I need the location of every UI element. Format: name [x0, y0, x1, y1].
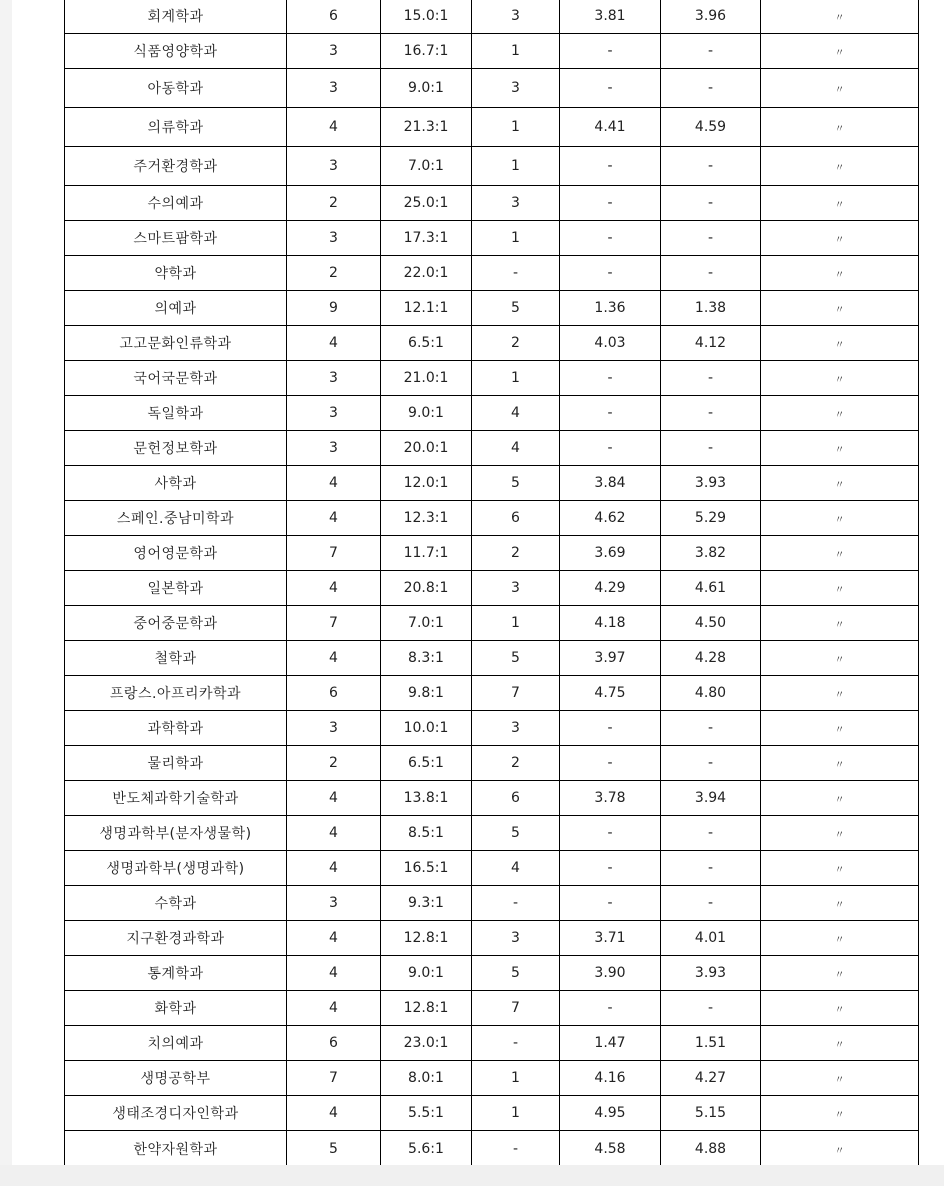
note-cell: 〃: [761, 0, 919, 34]
table-row: [65, 361, 919, 396]
table-row: [65, 108, 919, 147]
competition-ratio-cell: 8.5:1: [381, 816, 472, 851]
additional-pass-cell: 3: [472, 186, 560, 221]
grade-50-cut-cell: 3.69: [560, 536, 661, 571]
additional-pass-cell: 1: [472, 221, 560, 256]
department-cell: 수의예과: [65, 186, 287, 221]
quota-cell: 4: [287, 108, 381, 147]
grade-70-cut-cell: -: [661, 69, 761, 108]
quota-cell: 4: [287, 991, 381, 1026]
department-cell: 프랑스.아프리카학과: [65, 676, 287, 711]
department-cell: 독일학과: [65, 396, 287, 431]
grade-70-cut-cell: -: [661, 746, 761, 781]
competition-ratio-cell: 21.3:1: [381, 108, 472, 147]
table-row: [65, 886, 919, 921]
department-cell: 아동학과: [65, 69, 287, 108]
note-cell: 〃: [761, 326, 919, 361]
grade-50-cut-cell: 3.81: [560, 0, 661, 34]
grade-50-cut-cell: 1.36: [560, 291, 661, 326]
note-cell: 〃: [761, 1131, 919, 1168]
department-cell: 의예과: [65, 291, 287, 326]
grade-70-cut-cell: -: [661, 816, 761, 851]
note-cell: 〃: [761, 361, 919, 396]
competition-ratio-cell: 12.0:1: [381, 466, 472, 501]
additional-pass-cell: 1: [472, 606, 560, 641]
grade-50-cut-cell: 4.18: [560, 606, 661, 641]
additional-pass-cell: 4: [472, 396, 560, 431]
note-cell: 〃: [761, 641, 919, 676]
table-row: [65, 326, 919, 361]
competition-ratio-cell: 21.0:1: [381, 361, 472, 396]
department-cell: 사학과: [65, 466, 287, 501]
admission-results-table: [64, 0, 919, 1168]
competition-ratio-cell: 16.7:1: [381, 34, 472, 69]
quota-cell: 4: [287, 466, 381, 501]
table-row: [65, 147, 919, 186]
table-row: [65, 221, 919, 256]
table-row: [65, 991, 919, 1026]
table-row: [65, 746, 919, 781]
grade-50-cut-cell: 1.47: [560, 1026, 661, 1061]
department-cell: 약학과: [65, 256, 287, 291]
grade-50-cut-cell: -: [560, 396, 661, 431]
grade-50-cut-cell: 4.95: [560, 1096, 661, 1131]
additional-pass-cell: 3: [472, 0, 560, 34]
note-cell: 〃: [761, 221, 919, 256]
additional-pass-cell: 1: [472, 147, 560, 186]
grade-50-cut-cell: 4.16: [560, 1061, 661, 1096]
quota-cell: 4: [287, 816, 381, 851]
table-row: [65, 1131, 919, 1168]
quota-cell: 3: [287, 431, 381, 466]
note-cell: 〃: [761, 147, 919, 186]
quota-cell: 6: [287, 676, 381, 711]
grade-70-cut-cell: -: [661, 991, 761, 1026]
grade-70-cut-cell: 5.15: [661, 1096, 761, 1131]
quota-cell: 2: [287, 746, 381, 781]
quota-cell: 4: [287, 1096, 381, 1131]
grade-50-cut-cell: -: [560, 711, 661, 746]
table-row: [65, 291, 919, 326]
table-row: [65, 921, 919, 956]
grade-70-cut-cell: 1.51: [661, 1026, 761, 1061]
note-cell: 〃: [761, 501, 919, 536]
grade-70-cut-cell: 4.59: [661, 108, 761, 147]
competition-ratio-cell: 12.3:1: [381, 501, 472, 536]
department-cell: 영어영문학과: [65, 536, 287, 571]
department-cell: 철학과: [65, 641, 287, 676]
competition-ratio-cell: 6.5:1: [381, 326, 472, 361]
grade-70-cut-cell: 4.01: [661, 921, 761, 956]
department-cell: 물리학과: [65, 746, 287, 781]
table-row: [65, 466, 919, 501]
department-cell: 문헌정보학과: [65, 431, 287, 466]
table-row: [65, 186, 919, 221]
additional-pass-cell: 5: [472, 291, 560, 326]
quota-cell: 7: [287, 536, 381, 571]
department-cell: 화학과: [65, 991, 287, 1026]
quota-cell: 3: [287, 34, 381, 69]
additional-pass-cell: 4: [472, 851, 560, 886]
competition-ratio-cell: 9.3:1: [381, 886, 472, 921]
grade-70-cut-cell: 3.96: [661, 0, 761, 34]
quota-cell: 4: [287, 501, 381, 536]
note-cell: 〃: [761, 1061, 919, 1096]
quota-cell: 3: [287, 886, 381, 921]
quota-cell: 2: [287, 256, 381, 291]
grade-70-cut-cell: 4.61: [661, 571, 761, 606]
quota-cell: 2: [287, 186, 381, 221]
table-row: [65, 851, 919, 886]
grade-50-cut-cell: -: [560, 147, 661, 186]
grade-50-cut-cell: 4.75: [560, 676, 661, 711]
grade-70-cut-cell: -: [661, 396, 761, 431]
table-row: [65, 256, 919, 291]
note-cell: 〃: [761, 536, 919, 571]
note-cell: 〃: [761, 396, 919, 431]
note-cell: 〃: [761, 991, 919, 1026]
additional-pass-cell: -: [472, 886, 560, 921]
quota-cell: 4: [287, 641, 381, 676]
grade-70-cut-cell: 5.29: [661, 501, 761, 536]
table-row: [65, 676, 919, 711]
competition-ratio-cell: 25.0:1: [381, 186, 472, 221]
note-cell: 〃: [761, 108, 919, 147]
department-cell: 스페인.중남미학과: [65, 501, 287, 536]
table-body: [65, 0, 919, 1168]
page-bottom-gap: [0, 1165, 944, 1186]
note-cell: 〃: [761, 1026, 919, 1061]
competition-ratio-cell: 6.5:1: [381, 746, 472, 781]
competition-ratio-cell: 15.0:1: [381, 0, 472, 34]
additional-pass-cell: 5: [472, 956, 560, 991]
note-cell: 〃: [761, 781, 919, 816]
quota-cell: 5: [287, 1131, 381, 1168]
additional-pass-cell: 1: [472, 108, 560, 147]
grade-50-cut-cell: -: [560, 186, 661, 221]
grade-70-cut-cell: 3.94: [661, 781, 761, 816]
grade-50-cut-cell: -: [560, 34, 661, 69]
additional-pass-cell: 3: [472, 711, 560, 746]
department-cell: 중어중문학과: [65, 606, 287, 641]
left-margin-strip: [0, 0, 12, 1186]
note-cell: 〃: [761, 746, 919, 781]
competition-ratio-cell: 8.3:1: [381, 641, 472, 676]
grade-70-cut-cell: 3.93: [661, 466, 761, 501]
grade-50-cut-cell: 4.62: [560, 501, 661, 536]
department-cell: 일본학과: [65, 571, 287, 606]
grade-50-cut-cell: 3.78: [560, 781, 661, 816]
additional-pass-cell: 7: [472, 676, 560, 711]
note-cell: 〃: [761, 466, 919, 501]
department-cell: 의류학과: [65, 108, 287, 147]
table-row: [65, 34, 919, 69]
quota-cell: 3: [287, 69, 381, 108]
quota-cell: 4: [287, 326, 381, 361]
grade-70-cut-cell: 4.50: [661, 606, 761, 641]
additional-pass-cell: 3: [472, 571, 560, 606]
grade-50-cut-cell: 4.58: [560, 1131, 661, 1168]
department-cell: 주거환경학과: [65, 147, 287, 186]
department-cell: 지구환경과학과: [65, 921, 287, 956]
note-cell: 〃: [761, 34, 919, 69]
additional-pass-cell: 5: [472, 641, 560, 676]
competition-ratio-cell: 20.0:1: [381, 431, 472, 466]
additional-pass-cell: -: [472, 1131, 560, 1168]
competition-ratio-cell: 20.8:1: [381, 571, 472, 606]
grade-50-cut-cell: -: [560, 431, 661, 466]
grade-70-cut-cell: -: [661, 221, 761, 256]
additional-pass-cell: 1: [472, 361, 560, 396]
grade-70-cut-cell: -: [661, 186, 761, 221]
department-cell: 통계학과: [65, 956, 287, 991]
grade-50-cut-cell: 4.03: [560, 326, 661, 361]
grade-50-cut-cell: -: [560, 851, 661, 886]
competition-ratio-cell: 23.0:1: [381, 1026, 472, 1061]
table-row: [65, 1061, 919, 1096]
competition-ratio-cell: 12.1:1: [381, 291, 472, 326]
note-cell: 〃: [761, 711, 919, 746]
competition-ratio-cell: 7.0:1: [381, 147, 472, 186]
department-cell: 과학학과: [65, 711, 287, 746]
grade-50-cut-cell: -: [560, 221, 661, 256]
quota-cell: 4: [287, 851, 381, 886]
additional-pass-cell: 7: [472, 991, 560, 1026]
competition-ratio-cell: 9.8:1: [381, 676, 472, 711]
additional-pass-cell: 3: [472, 69, 560, 108]
table-row: [65, 536, 919, 571]
quota-cell: 7: [287, 1061, 381, 1096]
table-row: [65, 396, 919, 431]
table-row: [65, 816, 919, 851]
note-cell: 〃: [761, 256, 919, 291]
department-cell: 치의예과: [65, 1026, 287, 1061]
grade-70-cut-cell: 4.80: [661, 676, 761, 711]
additional-pass-cell: 4: [472, 431, 560, 466]
note-cell: 〃: [761, 431, 919, 466]
additional-pass-cell: 2: [472, 746, 560, 781]
table-row: [65, 956, 919, 991]
grade-70-cut-cell: 4.28: [661, 641, 761, 676]
competition-ratio-cell: 9.0:1: [381, 956, 472, 991]
grade-50-cut-cell: -: [560, 69, 661, 108]
quota-cell: 7: [287, 606, 381, 641]
department-cell: 생명과학부(생명과학): [65, 851, 287, 886]
competition-ratio-cell: 5.5:1: [381, 1096, 472, 1131]
quota-cell: 6: [287, 0, 381, 34]
additional-pass-cell: 6: [472, 781, 560, 816]
department-cell: 생명과학부(분자생물학): [65, 816, 287, 851]
table-row: [65, 0, 919, 34]
grade-70-cut-cell: 3.93: [661, 956, 761, 991]
quota-cell: 4: [287, 956, 381, 991]
grade-50-cut-cell: 3.71: [560, 921, 661, 956]
additional-pass-cell: 2: [472, 326, 560, 361]
grade-50-cut-cell: 4.41: [560, 108, 661, 147]
additional-pass-cell: 2: [472, 536, 560, 571]
additional-pass-cell: -: [472, 256, 560, 291]
quota-cell: 3: [287, 147, 381, 186]
department-cell: 국어국문학과: [65, 361, 287, 396]
note-cell: 〃: [761, 816, 919, 851]
note-cell: 〃: [761, 676, 919, 711]
department-cell: 수학과: [65, 886, 287, 921]
quota-cell: 3: [287, 361, 381, 396]
additional-pass-cell: 1: [472, 34, 560, 69]
grade-70-cut-cell: -: [661, 256, 761, 291]
table-row: [65, 781, 919, 816]
competition-ratio-cell: 12.8:1: [381, 991, 472, 1026]
department-cell: 고고문화인류학과: [65, 326, 287, 361]
additional-pass-cell: 3: [472, 921, 560, 956]
table-row: [65, 711, 919, 746]
note-cell: 〃: [761, 571, 919, 606]
competition-ratio-cell: 13.8:1: [381, 781, 472, 816]
table-row: [65, 606, 919, 641]
grade-70-cut-cell: -: [661, 147, 761, 186]
table-row: [65, 1026, 919, 1061]
grade-70-cut-cell: -: [661, 361, 761, 396]
grade-50-cut-cell: -: [560, 816, 661, 851]
grade-70-cut-cell: -: [661, 851, 761, 886]
table-row: [65, 1096, 919, 1131]
note-cell: 〃: [761, 291, 919, 326]
department-cell: 회계학과: [65, 0, 287, 34]
note-cell: 〃: [761, 886, 919, 921]
grade-70-cut-cell: -: [661, 34, 761, 69]
grade-50-cut-cell: 4.29: [560, 571, 661, 606]
competition-ratio-cell: 7.0:1: [381, 606, 472, 641]
grade-50-cut-cell: 3.84: [560, 466, 661, 501]
competition-ratio-cell: 8.0:1: [381, 1061, 472, 1096]
competition-ratio-cell: 9.0:1: [381, 396, 472, 431]
competition-ratio-cell: 10.0:1: [381, 711, 472, 746]
table-row: [65, 571, 919, 606]
additional-pass-cell: 5: [472, 816, 560, 851]
note-cell: 〃: [761, 921, 919, 956]
additional-pass-cell: -: [472, 1026, 560, 1061]
department-cell: 반도체과학기술학과: [65, 781, 287, 816]
grade-50-cut-cell: 3.97: [560, 641, 661, 676]
competition-ratio-cell: 16.5:1: [381, 851, 472, 886]
competition-ratio-cell: 17.3:1: [381, 221, 472, 256]
quota-cell: 3: [287, 711, 381, 746]
additional-pass-cell: 5: [472, 466, 560, 501]
department-cell: 한약자원학과: [65, 1131, 287, 1168]
quota-cell: 4: [287, 781, 381, 816]
competition-ratio-cell: 9.0:1: [381, 69, 472, 108]
grade-70-cut-cell: -: [661, 431, 761, 466]
additional-pass-cell: 1: [472, 1061, 560, 1096]
note-cell: 〃: [761, 851, 919, 886]
grade-50-cut-cell: -: [560, 361, 661, 396]
grade-50-cut-cell: 3.90: [560, 956, 661, 991]
table-row: [65, 641, 919, 676]
note-cell: 〃: [761, 956, 919, 991]
quota-cell: 9: [287, 291, 381, 326]
quota-cell: 6: [287, 1026, 381, 1061]
note-cell: 〃: [761, 186, 919, 221]
grade-50-cut-cell: -: [560, 991, 661, 1026]
quota-cell: 4: [287, 571, 381, 606]
grade-70-cut-cell: 4.12: [661, 326, 761, 361]
competition-ratio-cell: 22.0:1: [381, 256, 472, 291]
grade-70-cut-cell: 1.38: [661, 291, 761, 326]
table-row: [65, 431, 919, 466]
additional-pass-cell: 6: [472, 501, 560, 536]
competition-ratio-cell: 12.8:1: [381, 921, 472, 956]
note-cell: 〃: [761, 69, 919, 108]
grade-50-cut-cell: -: [560, 746, 661, 781]
quota-cell: 3: [287, 396, 381, 431]
department-cell: 생태조경디자인학과: [65, 1096, 287, 1131]
department-cell: 식품영양학과: [65, 34, 287, 69]
grade-70-cut-cell: -: [661, 886, 761, 921]
grade-70-cut-cell: 4.88: [661, 1131, 761, 1168]
grade-50-cut-cell: -: [560, 886, 661, 921]
quota-cell: 3: [287, 221, 381, 256]
note-cell: 〃: [761, 1096, 919, 1131]
competition-ratio-cell: 5.6:1: [381, 1131, 472, 1168]
grade-70-cut-cell: 4.27: [661, 1061, 761, 1096]
note-cell: 〃: [761, 606, 919, 641]
table-row: [65, 501, 919, 536]
competition-ratio-cell: 11.7:1: [381, 536, 472, 571]
grade-70-cut-cell: 3.82: [661, 536, 761, 571]
quota-cell: 4: [287, 921, 381, 956]
department-cell: 생명공학부: [65, 1061, 287, 1096]
grade-50-cut-cell: -: [560, 256, 661, 291]
department-cell: 스마트팜학과: [65, 221, 287, 256]
grade-70-cut-cell: -: [661, 711, 761, 746]
additional-pass-cell: 1: [472, 1096, 560, 1131]
table-row: [65, 69, 919, 108]
